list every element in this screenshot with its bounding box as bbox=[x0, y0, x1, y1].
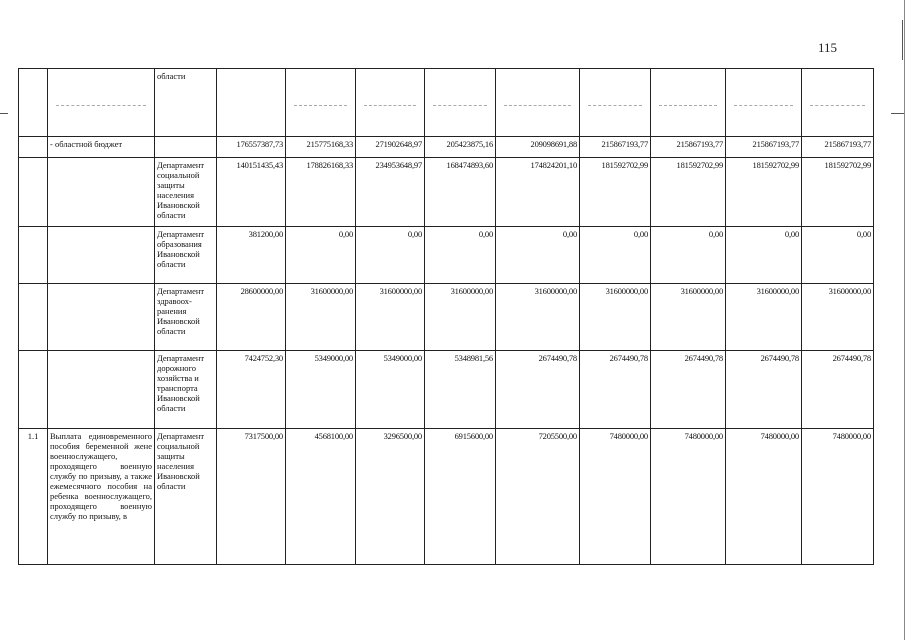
code-cell bbox=[19, 69, 48, 137]
code-cell bbox=[19, 284, 48, 351]
description-cell bbox=[48, 284, 155, 351]
value-cell: 181592702,99 bbox=[802, 158, 874, 227]
value-cell: 0,00 bbox=[651, 227, 726, 284]
description-cell bbox=[48, 69, 155, 137]
table-row-continuation bbox=[19, 69, 874, 137]
value-cell: 215867193,77 bbox=[651, 137, 726, 158]
department-cell: Департамент дорожного хозяйства и транспорта Ивановской области bbox=[155, 351, 217, 429]
code-cell bbox=[19, 227, 48, 284]
value-cell: 0,00 bbox=[356, 227, 425, 284]
value-cell: 0,00 bbox=[726, 227, 802, 284]
value-cell: 2674490,78 bbox=[580, 351, 651, 429]
value-cell: 181592702,99 bbox=[651, 158, 726, 227]
value-cell: 181592702,99 bbox=[580, 158, 651, 227]
table-row-social-protection bbox=[19, 158, 874, 227]
value-cell: 5348981,56 bbox=[425, 351, 496, 429]
value-cell: 31600000,00 bbox=[726, 284, 802, 351]
value-cell: 271902648,97 bbox=[356, 137, 425, 158]
department-cell: Департамент социальной защиты населения Ивановской области bbox=[155, 429, 217, 565]
value-cell: 168474893,60 bbox=[425, 158, 496, 227]
department-cell bbox=[155, 137, 217, 158]
value-cell: 205423875,16 bbox=[425, 137, 496, 158]
dash-line bbox=[433, 105, 487, 106]
value-cell bbox=[496, 69, 580, 137]
value-cell bbox=[286, 69, 356, 137]
value-cell: 234953648,97 bbox=[356, 158, 425, 227]
description-cell: Выплата единовременного пособия беременной жене военнослужащего, проходящего военную службу по призыву, а также ежемесячного пособия на ребенка военнослужащего, проходящего военную службу по призыву, в bbox=[48, 429, 155, 565]
value-cell: 4568100,00 bbox=[286, 429, 356, 565]
table-row-item-1-1 bbox=[19, 429, 874, 565]
value-cell: 7424752,30 bbox=[217, 351, 286, 429]
dash-line bbox=[810, 105, 865, 106]
description-cell: - областной бюджет bbox=[48, 137, 155, 158]
table-row-regional-budget bbox=[19, 137, 874, 158]
budget-table bbox=[18, 68, 874, 565]
dash-line bbox=[294, 105, 347, 106]
value-cell: 381200,00 bbox=[217, 227, 286, 284]
value-cell bbox=[726, 69, 802, 137]
value-cell: 2674490,78 bbox=[726, 351, 802, 429]
value-cell: 7480000,00 bbox=[580, 429, 651, 565]
value-cell: 0,00 bbox=[286, 227, 356, 284]
value-cell: 31600000,00 bbox=[580, 284, 651, 351]
value-cell: 209098691,88 bbox=[496, 137, 580, 158]
value-cell: 5349000,00 bbox=[356, 351, 425, 429]
department-cell: Департамент образования Ивановской области bbox=[155, 227, 217, 284]
value-cell: 140151435,43 bbox=[217, 158, 286, 227]
value-cell: 0,00 bbox=[802, 227, 874, 284]
value-cell: 7480000,00 bbox=[651, 429, 726, 565]
value-cell bbox=[425, 69, 496, 137]
value-cell bbox=[217, 69, 286, 137]
value-cell: 6915600,00 bbox=[425, 429, 496, 565]
table-row-healthcare bbox=[19, 284, 874, 351]
value-cell: 3296500,00 bbox=[356, 429, 425, 565]
value-cell: 5349000,00 bbox=[286, 351, 356, 429]
dash-line bbox=[364, 105, 416, 106]
scan-mark-right bbox=[891, 113, 905, 114]
value-cell: 2674490,78 bbox=[651, 351, 726, 429]
value-cell: 0,00 bbox=[496, 227, 580, 284]
value-cell: 215867193,77 bbox=[726, 137, 802, 158]
value-cell: 7480000,00 bbox=[802, 429, 874, 565]
department-cell: Департамент здравоох-ранения Ивановской области bbox=[155, 284, 217, 351]
description-cell bbox=[48, 351, 155, 429]
value-cell bbox=[802, 69, 874, 137]
value-cell: 176557387,73 bbox=[217, 137, 286, 158]
value-cell: 215775168,33 bbox=[286, 137, 356, 158]
value-cell bbox=[580, 69, 651, 137]
value-cell: 7480000,00 bbox=[726, 429, 802, 565]
value-cell: 2674490,78 bbox=[802, 351, 874, 429]
value-cell: 31600000,00 bbox=[425, 284, 496, 351]
table-row-education bbox=[19, 227, 874, 284]
dash-line bbox=[659, 105, 717, 106]
page-number: 115 bbox=[818, 40, 838, 55]
description-cell bbox=[48, 227, 155, 284]
value-cell bbox=[356, 69, 425, 137]
value-cell: 28600000,00 bbox=[217, 284, 286, 351]
value-cell: 31600000,00 bbox=[496, 284, 580, 351]
dash-line bbox=[504, 105, 571, 106]
value-cell: 0,00 bbox=[425, 227, 496, 284]
value-cell: 31600000,00 bbox=[356, 284, 425, 351]
value-cell bbox=[651, 69, 726, 137]
code-cell bbox=[19, 137, 48, 158]
dash-line bbox=[588, 105, 642, 106]
value-cell: 181592702,99 bbox=[726, 158, 802, 227]
value-cell: 31600000,00 bbox=[802, 284, 874, 351]
table-row-road-transport bbox=[19, 351, 874, 429]
scan-mark-left bbox=[0, 113, 8, 114]
code-cell bbox=[19, 158, 48, 227]
value-cell: 7317500,00 bbox=[217, 429, 286, 565]
department-cell: области bbox=[155, 69, 217, 137]
value-cell: 0,00 bbox=[580, 227, 651, 284]
description-cell bbox=[48, 158, 155, 227]
department-cell: Департамент социальной защиты населения Ивановской области bbox=[155, 158, 217, 227]
value-cell: 2674490,78 bbox=[496, 351, 580, 429]
value-cell: 215867193,77 bbox=[802, 137, 874, 158]
dash-line bbox=[734, 105, 793, 106]
scan-mark-vertical bbox=[902, 20, 903, 60]
value-cell: 215867193,77 bbox=[580, 137, 651, 158]
value-cell: 31600000,00 bbox=[286, 284, 356, 351]
dash-line bbox=[56, 105, 146, 106]
value-cell: 31600000,00 bbox=[651, 284, 726, 351]
value-cell: 7205500,00 bbox=[496, 429, 580, 565]
value-cell: 174824201,10 bbox=[496, 158, 580, 227]
code-cell bbox=[19, 351, 48, 429]
code-cell: 1.1 bbox=[19, 429, 48, 565]
value-cell: 178826168,33 bbox=[286, 158, 356, 227]
